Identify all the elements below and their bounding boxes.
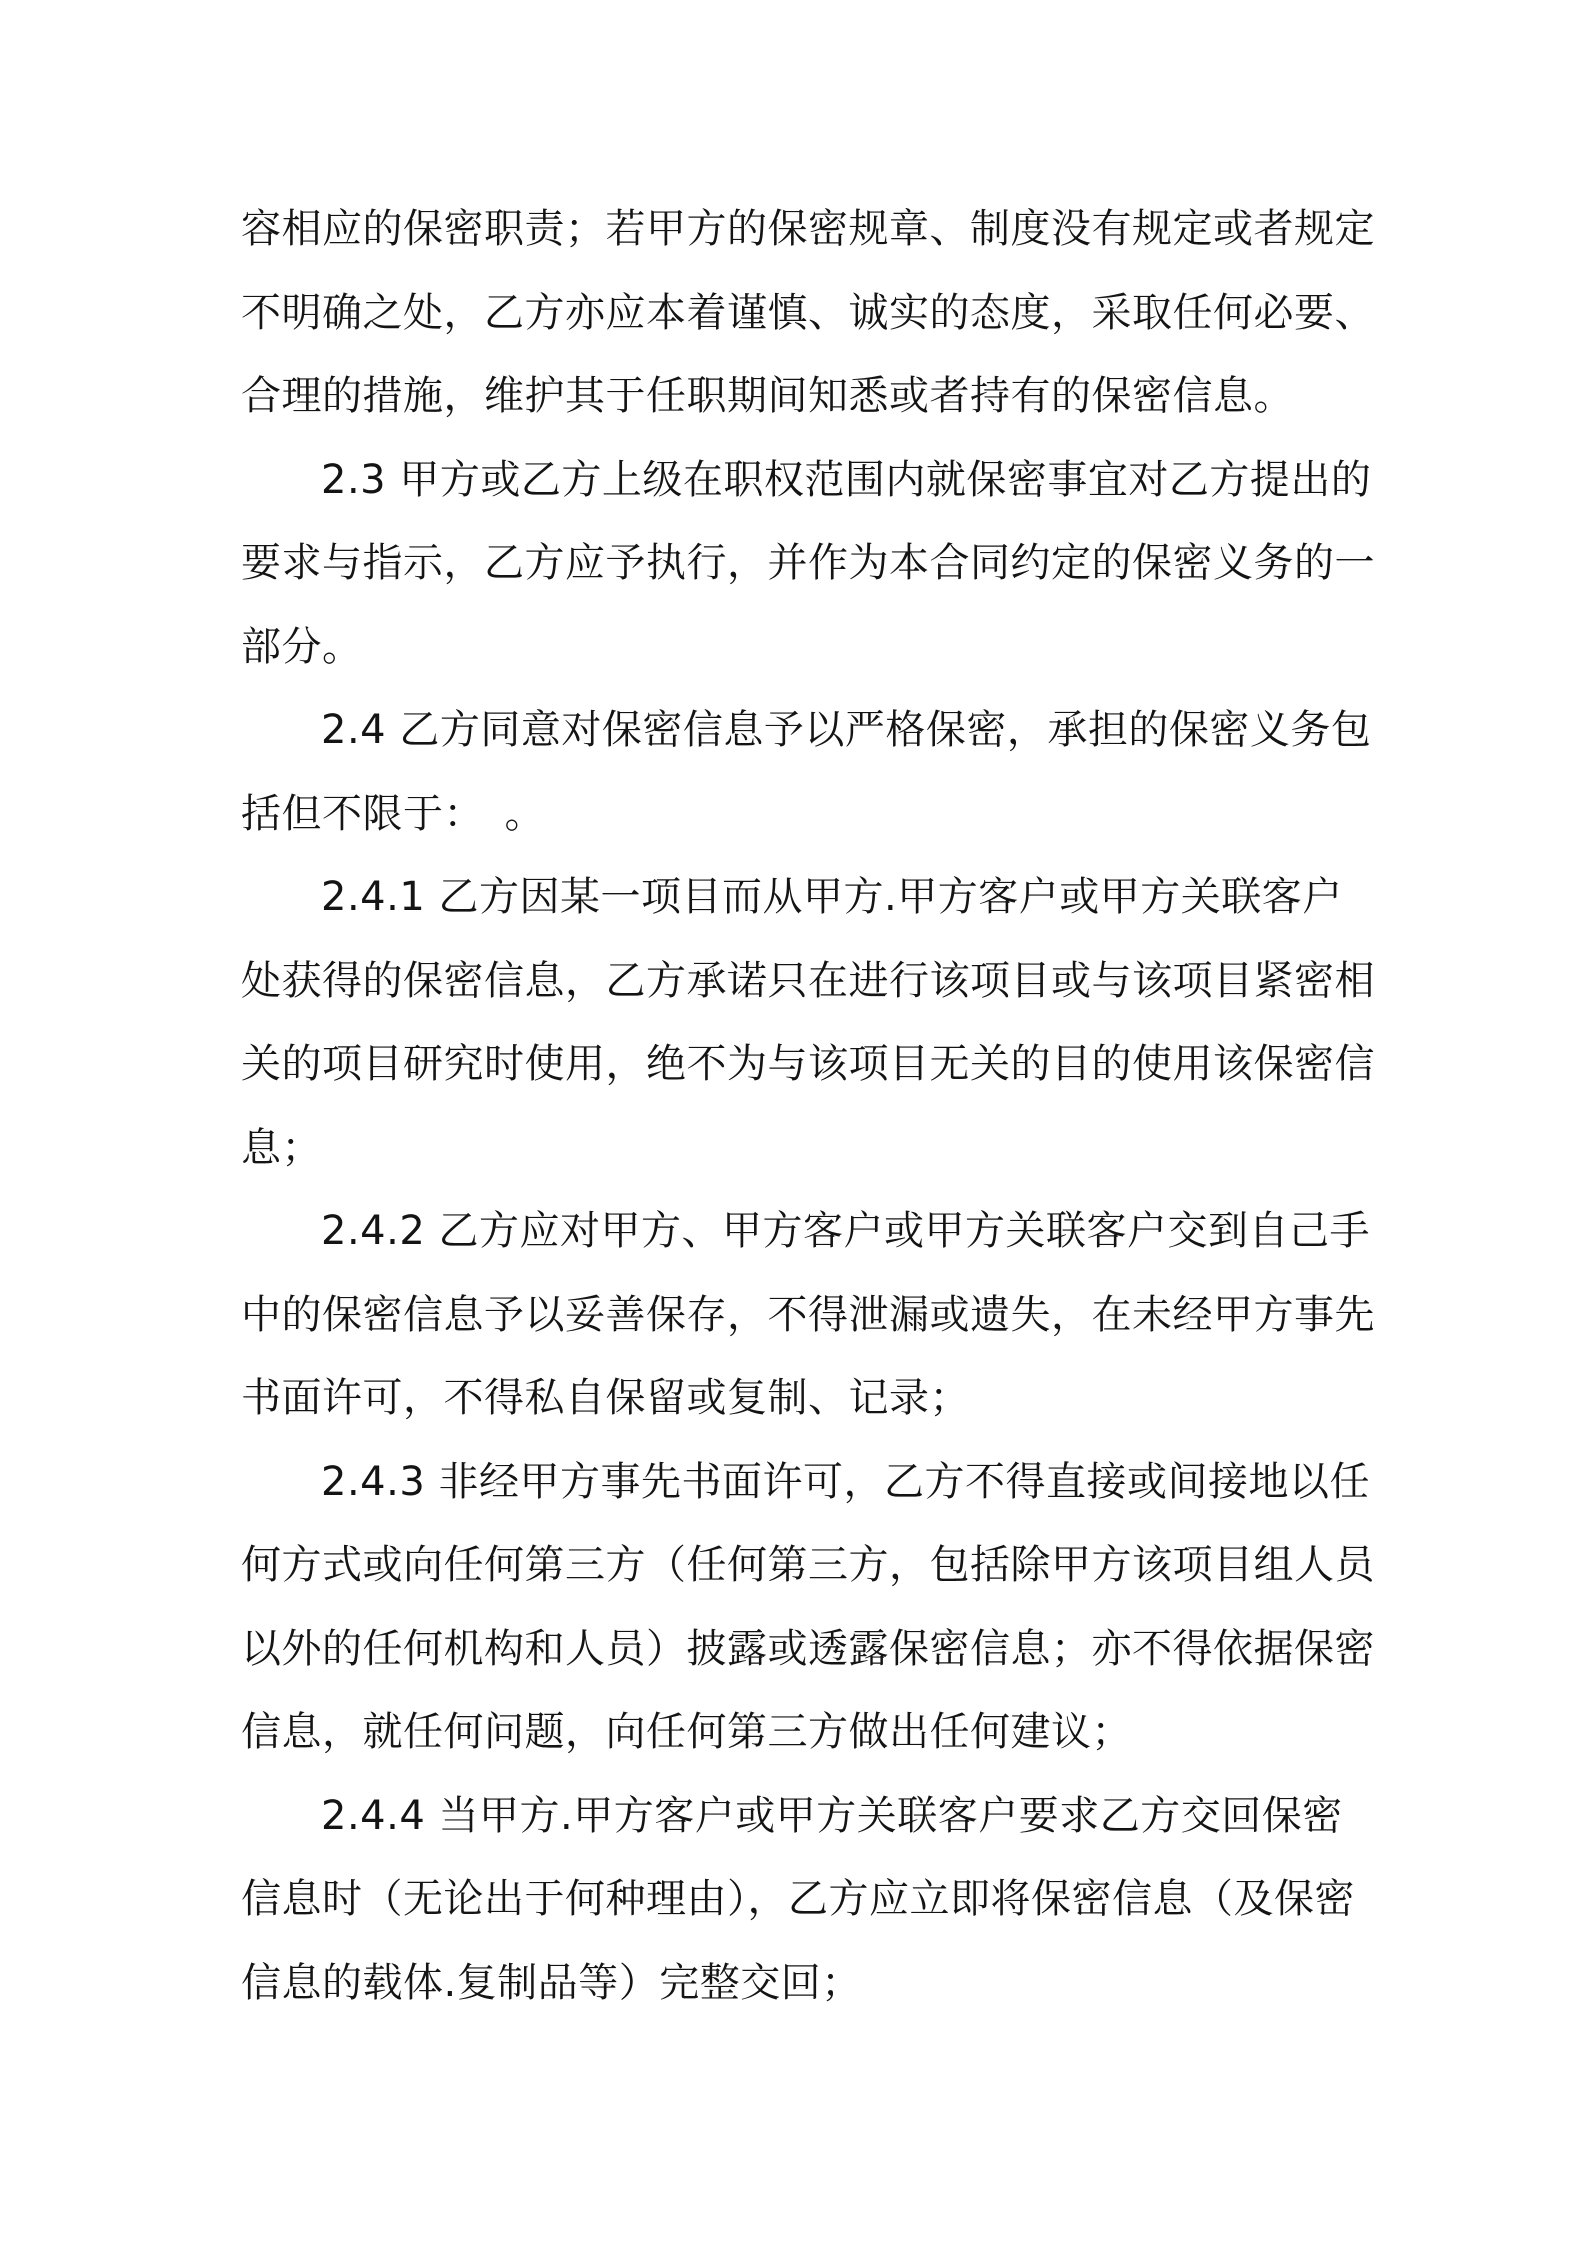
text-line: 不明确之处，乙方亦应本着谨慎、诚实的态度，采取任何必要、 bbox=[241, 289, 1375, 336]
clause-2-4-heading-line: 2.4 乙方同意对保密信息予以严格保密，承担的保密义务包 bbox=[321, 707, 1372, 753]
text-line: 关的项目研究时使用，绝不为与该项目无关的目的使用该保密信 bbox=[241, 1041, 1375, 1087]
text-line: 何方式或向任何第三方（任何第三方，包括除甲方该项目组人员 bbox=[241, 1542, 1375, 1588]
clause-2-4-1-heading-line: 2.4.1 乙方因某一项目而从甲方.甲方客户或甲方关联客户 bbox=[321, 874, 1343, 920]
text-line: 信息时（无论出于何种理由），乙方应立即将保密信息（及保密 bbox=[241, 1876, 1355, 1922]
clause-2-3-heading-line: 2.3 甲方或乙方上级在职权范围内就保密事宜对乙方提出的 bbox=[321, 456, 1372, 503]
clause-2-4-4-heading-line: 2.4.4 当甲方.甲方客户或甲方关联客户要求乙方交回保密 bbox=[321, 1792, 1343, 1839]
text-line: 要求与指示，乙方应予执行，并作为本合同约定的保密义务的一 bbox=[241, 540, 1375, 586]
text-line: 以外的任何机构和人员）披露或透露保密信息；亦不得依据保密 bbox=[241, 1625, 1375, 1672]
clause-2-4-2-heading-line: 2.4.2 乙方应对甲方、甲方客户或甲方关联客户交到自己手 bbox=[321, 1208, 1370, 1254]
text-line: 信息的载体.复制品等）完整交回； bbox=[241, 1959, 862, 2006]
clause-2-4-3-heading-line: 2.4.3 非经甲方事先书面许可，乙方不得直接或间接地以任 bbox=[321, 1458, 1370, 1505]
text-line: 信息，就任何问题，向任何第三方做出任何建议； bbox=[241, 1709, 1132, 1755]
text-line: 合理的措施，维护其于任职期间知悉或者持有的保密信息。 bbox=[241, 373, 1294, 419]
text-line: 部分。 bbox=[241, 623, 363, 670]
text-line: 书面许可，不得私自保留或复制、记录； bbox=[241, 1375, 970, 1421]
text-line: 容相应的保密职责；若甲方的保密规章、制度没有规定或者规定 bbox=[241, 206, 1375, 252]
text-line: 处获得的保密信息，乙方承诺只在进行该项目或与该项目紧密相 bbox=[241, 957, 1375, 1004]
text-line: 中的保密信息予以妥善保存，不得泄漏或遗失，在未经甲方事先 bbox=[241, 1291, 1375, 1338]
document-body bbox=[241, 188, 1375, 2025]
text-line: 息； bbox=[241, 1124, 322, 1171]
text-line: 括但不限于： 。 bbox=[241, 790, 545, 837]
